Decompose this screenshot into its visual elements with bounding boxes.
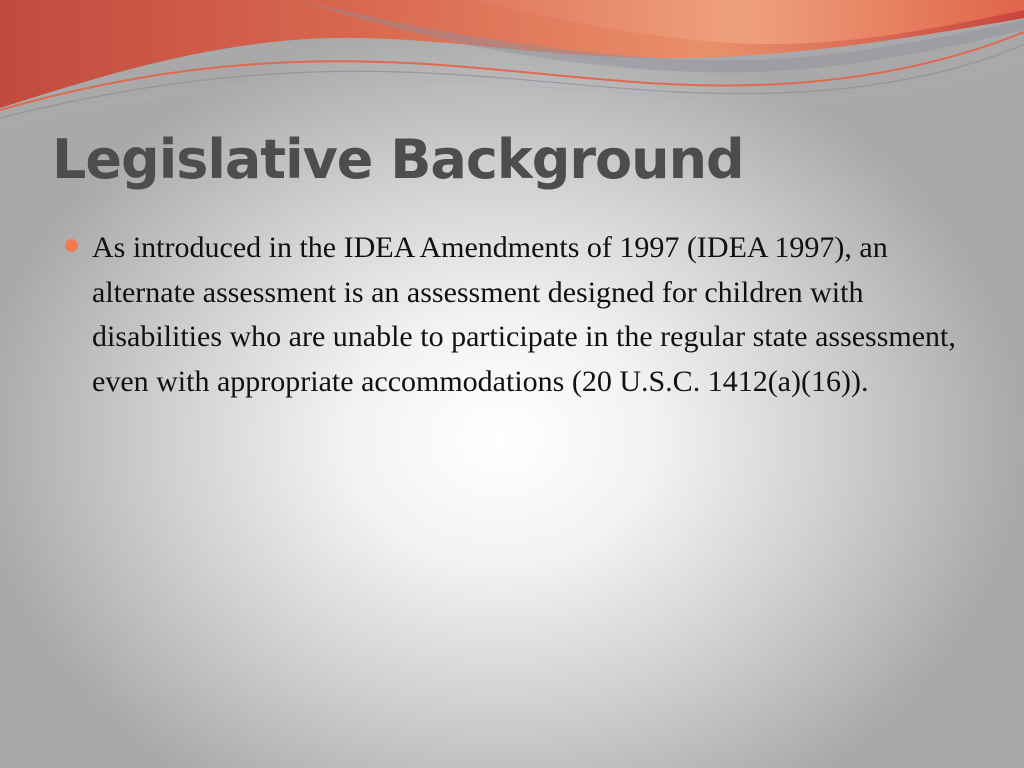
slide-title: Legislative Background: [52, 128, 744, 191]
bullet-dot-icon: [65, 239, 78, 252]
bullet-item: [60, 226, 960, 404]
header-swoosh-decoration: [0, 0, 1024, 140]
bullet-list: [60, 226, 960, 404]
bullet-text: As introduced in the IDEA Amendments of 1997 (IDEA 1997), an alternate assessment is an assessment designed for children with disabilities who are unable to participate in the regular state assessment, even with appropriate accommodations (20 U.S.C. 1412(a)(16)).: [92, 231, 956, 398]
